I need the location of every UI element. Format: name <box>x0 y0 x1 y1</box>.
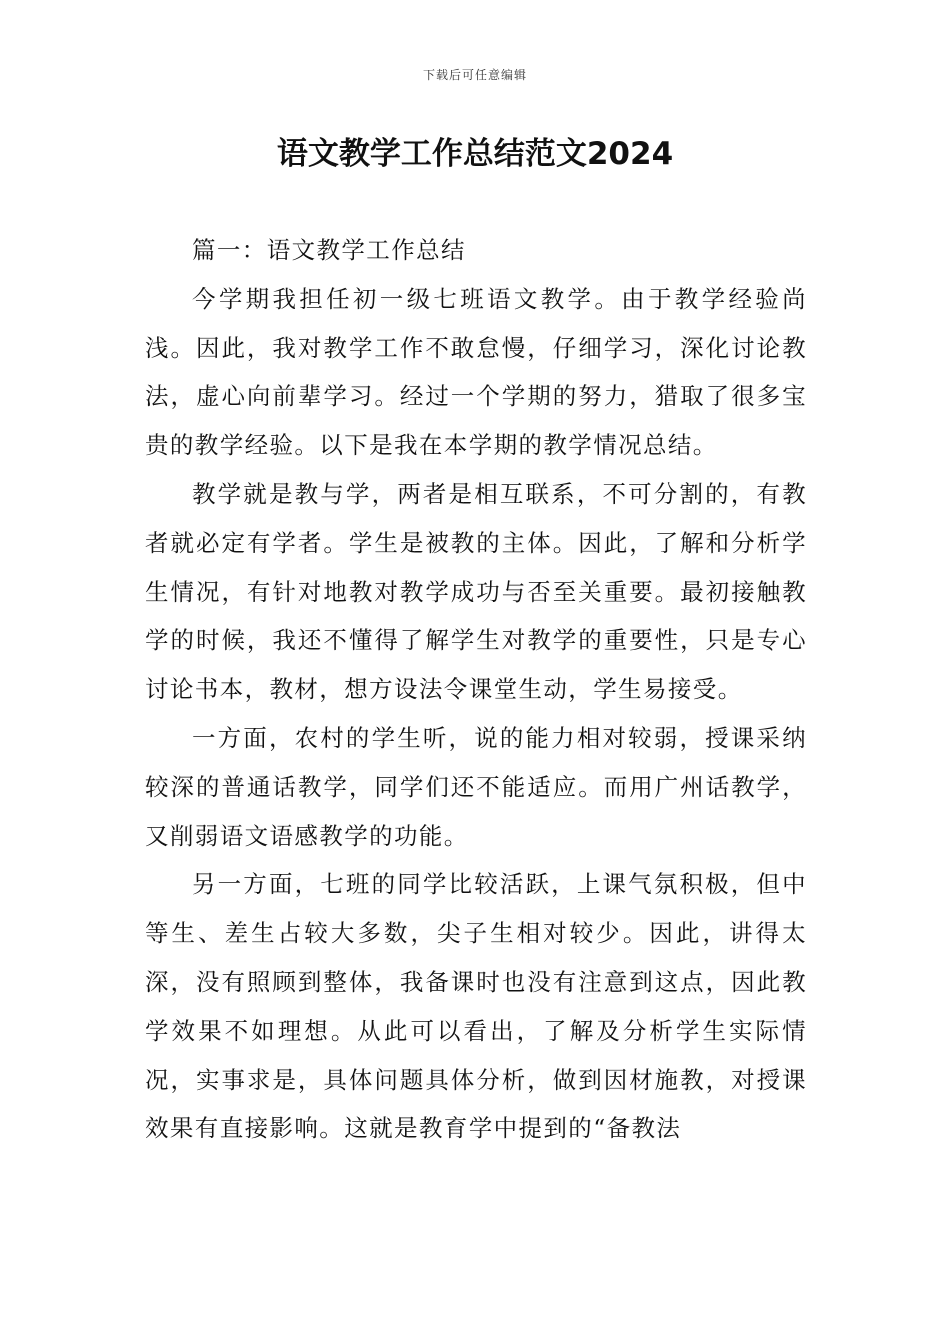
paragraph-3: 一方面，农村的学生听，说的能力相对较弱，授课采纳较深的普通话教学，同学们还不能适应。而用广州话教学，又削弱语文语感教学的功能。 <box>145 723 807 850</box>
document-body <box>145 226 807 1153</box>
paragraph-1: 今学期我担任初一级七班语文教学。由于教学经验尚浅。因此，我对教学工作不敢怠慢，仔细学习，深化讨论教法，虚心向前辈学习。经过一个学期的努力，猎取了很多宝贵的教学经验。以下是我在本学期的教学情况总结。 <box>145 284 807 460</box>
paragraph-4: 另一方面，七班的同学比较活跃，上课气氛积极，但中等生、差生占较大多数，尖子生相对较少。因此，讲得太深，没有照顾到整体，我备课时也没有注意到这点，因此教学效果不如理想。从此可以看出，了解及分析学生实际情况，实事求是，具体问题具体分析，做到因材施教，对授课效果有直接影响。这就是教育学中提到的“备教法 <box>145 870 807 1143</box>
paragraph-2: 教学就是教与学，两者是相互联系，不可分割的，有教者就必定有学者。学生是被教的主体。因此，了解和分析学生情况，有针对地教对教学成功与否至关重要。最初接触教学的时候，我还不懂得了解学生对教学的重要性，只是专心讨论书本，教材，想方设法令课堂生动，学生易接受。 <box>145 479 807 704</box>
document-title: 语文教学工作总结范文2024 <box>276 136 674 172</box>
header-note: 下载后可任意编辑 <box>422 68 527 82</box>
section-heading: 篇一：语文教学工作总结 <box>192 236 466 264</box>
